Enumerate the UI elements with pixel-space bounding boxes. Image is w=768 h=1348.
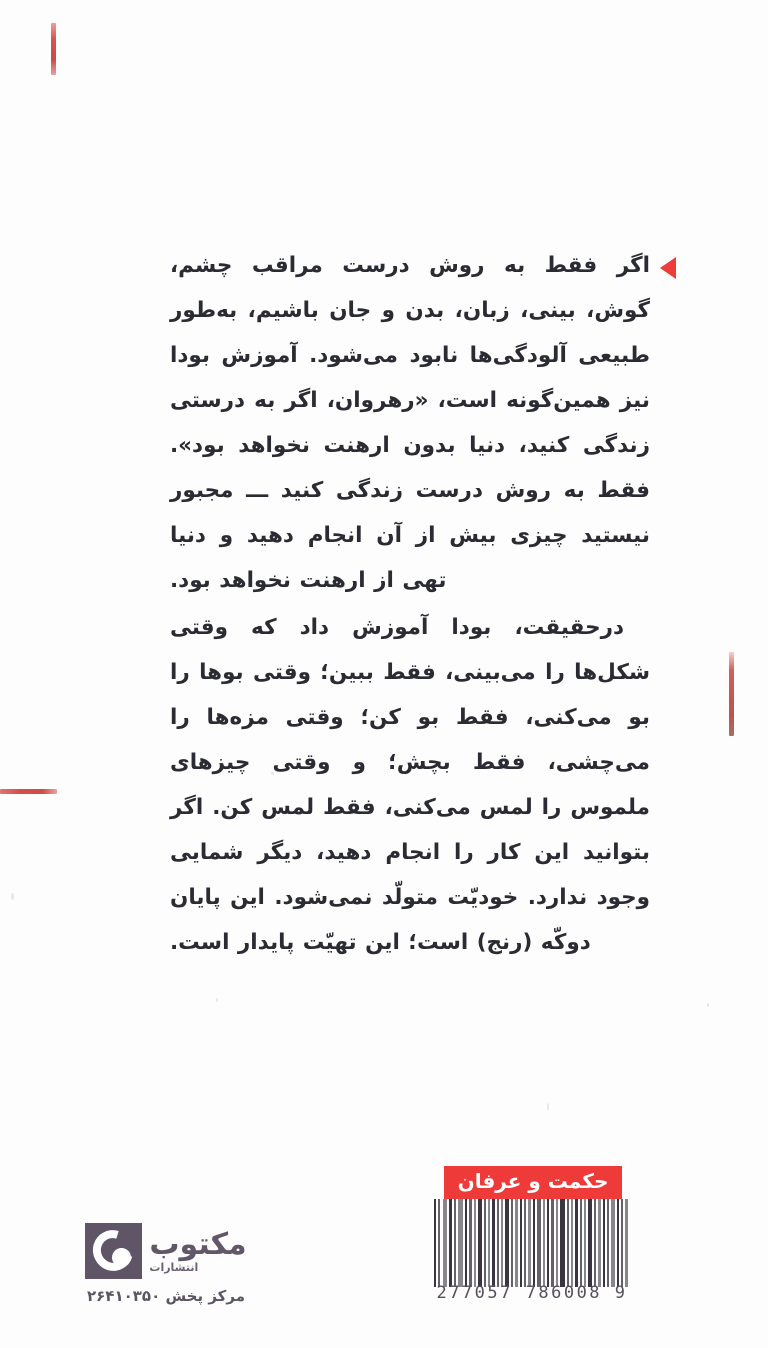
barcode-bar [584,1199,586,1287]
barcode-bar [465,1199,467,1287]
barcode-bar [484,1199,486,1287]
barcode-bar [469,1199,472,1287]
series-banner-label: حکمت و عرفان [457,1169,609,1193]
barcode-bar [458,1199,463,1287]
barcode-bar [607,1199,609,1287]
publisher-block [78,1222,254,1305]
barcode-bar [571,1199,573,1287]
barcode-bar [537,1199,541,1287]
barcode-bar [434,1199,436,1287]
barcode-bar [443,1199,447,1287]
barcode-bar [575,1199,578,1287]
red-triangle-bullet-icon [660,257,676,279]
publisher-logo [78,1222,254,1280]
paper-speck [707,1003,709,1007]
barcode-bar [588,1199,592,1287]
barcode-bar [621,1199,623,1287]
barcode-bar [603,1199,605,1287]
decorative-vertical-rule-right [729,652,734,736]
barcode-bar [505,1199,509,1287]
decorative-horizontal-rule-left [0,789,57,794]
barcode-bar [454,1199,456,1287]
barcode-bar [594,1199,596,1287]
barcode-digits: 9 786008 277057 [436,1283,628,1303]
series-banner [444,1166,622,1199]
barcode-bar [611,1199,615,1287]
barcode-bar [556,1199,558,1287]
isbn-barcode [432,1199,632,1317]
barcode-bar [551,1199,554,1287]
barcode-bar [488,1199,490,1287]
barcode-bar [511,1199,513,1287]
paragraph-2: درحقیقت، بودا آموزش داد که وقتی شکل‌ها را می‌بینی، فقط ببین؛ وقتی بوها را بو می‌کنی، فقط بو کن؛ وقتی مزه‌ها را می‌چشی، فقط بچش؛ و وقتی چیزهای ملموس را لمس می‌کنی، فقط لمس کن. اگر بتوانید این کار را انجام دهید، دیگر شمایی وجود ندارد. خودیّت متولّد نمی‌شود. این پایان دوکّه (رنج) است؛ این تهیّت پایدار است. [170,615,650,955]
barcode-bar [438,1199,440,1287]
paper-speck [547,1103,549,1111]
barcode-bar [478,1199,482,1287]
barcode-bar [547,1199,549,1287]
barcode-bar [617,1199,619,1287]
publisher-name: مکتوب [149,1226,247,1262]
barcode-bar [497,1199,499,1287]
barcode-bar [474,1199,476,1287]
barcode-bar [501,1199,503,1287]
barcode-bars [432,1199,632,1287]
paper-speck [216,998,218,1002]
maktoob-spiral-mark-icon [85,1223,142,1279]
barcode-bar [625,1199,628,1287]
barcode-bar [560,1199,565,1287]
barcode-bar [533,1199,535,1287]
barcode-bar [543,1199,545,1287]
publisher-distribution: مرکز پخش ۲۶۴۱۰۳۵۰ [86,1287,245,1305]
publisher-wordmark [149,1226,247,1274]
barcode-bar [449,1199,452,1287]
barcode-bar [528,1199,531,1287]
barcode-bar [580,1199,582,1287]
barcode-bar [524,1199,526,1287]
publisher-subtitle: انتشارات [149,1260,199,1274]
decorative-vertical-rule-top-left [51,23,56,75]
barcode-bar [492,1199,495,1287]
barcode-bar [567,1199,569,1287]
barcode-bar [598,1199,601,1287]
back-cover-copy [170,243,650,965]
paper-speck [11,893,14,900]
paragraph-1: اگر فقط به روش درست مراقب چشم، گوش، بینی، زبان، بدن و جان باشیم، به‌طور طبیعی آلودگی‌ها نابود می‌شود. آموزش بودا نیز همین‌گونه است، «رهروان، اگر به درستی زندگی کنید، دنیا بدون ارهنت نخواهد بود». فقط به روش درست زندگی کنید ـــ مجبور نیستید چیزی بیش از آن انجام دهید و دنیا تهی از ارهنت نخواهد بود. [170,253,650,593]
barcode-bar [520,1199,522,1287]
barcode-bar [515,1199,518,1287]
